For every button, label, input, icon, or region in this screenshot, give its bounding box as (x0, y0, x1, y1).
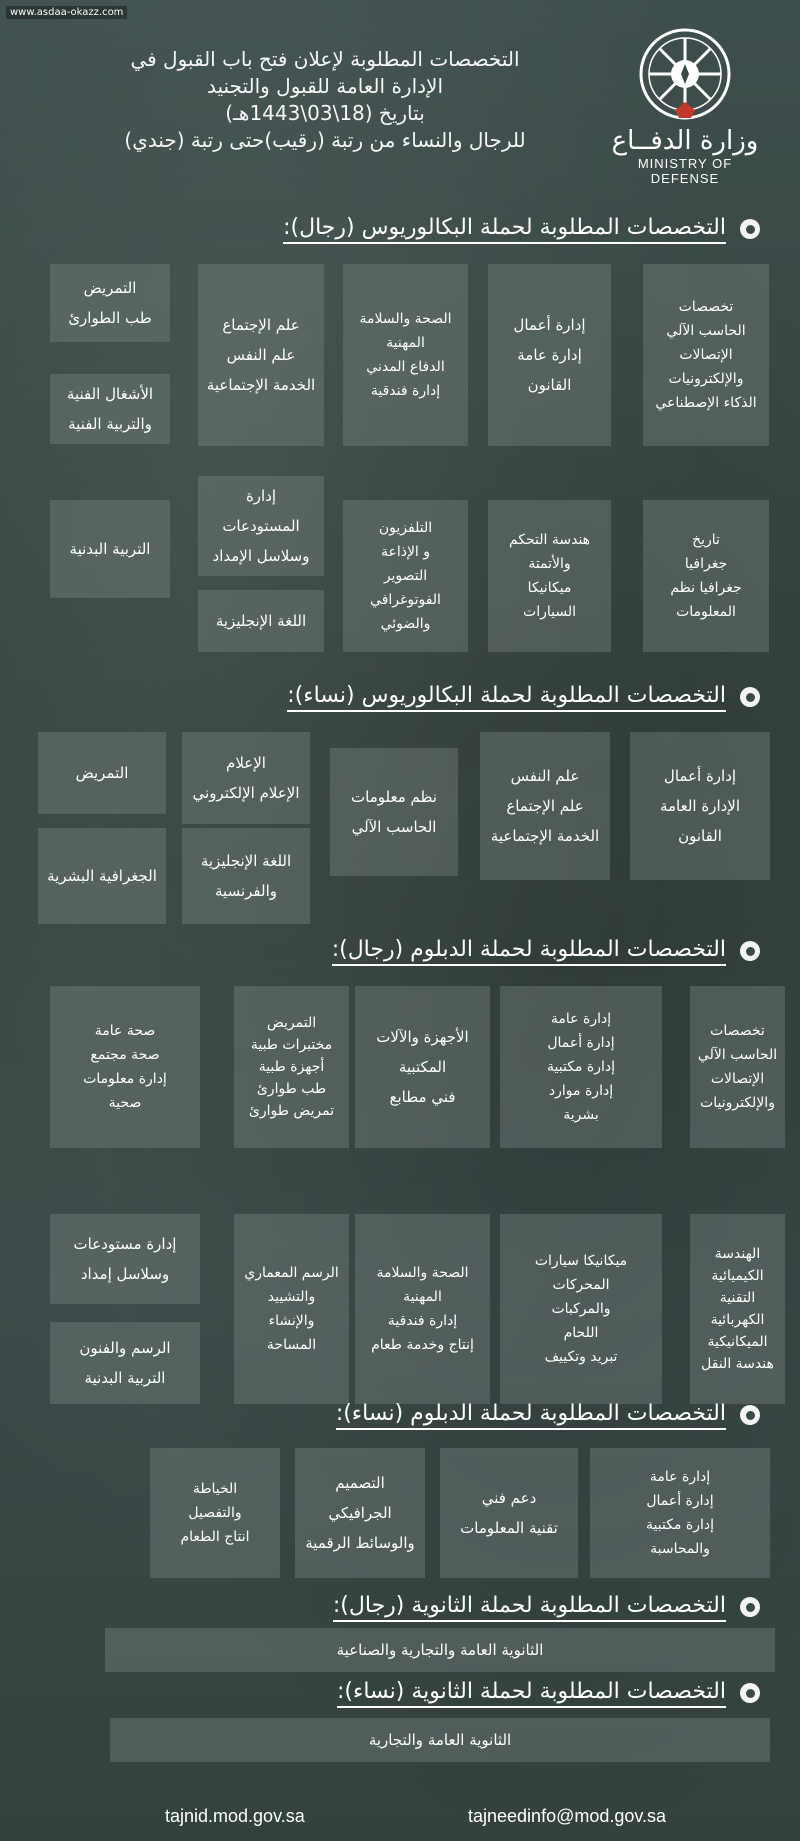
card-line: التمريض (266, 1015, 317, 1031)
card-line: ميكانيكا سيارات (534, 1253, 628, 1269)
card-line: الصحة والسلامة (376, 1265, 469, 1281)
card-line: علم الإجتماع (222, 316, 300, 334)
section-title-bach-women: التخصصات المطلوبة لحملة البكالوريوس (نساء): (287, 680, 760, 714)
card-line: بشرية (563, 1107, 599, 1123)
bach-women-card (182, 732, 310, 824)
card-line: دعم فني (481, 1489, 537, 1507)
footer (0, 1806, 800, 1836)
card-line: القانون (527, 376, 572, 394)
card-line: المساحة (266, 1337, 317, 1353)
card-line: إدارة مكتبية (646, 1517, 714, 1533)
bach-women-card (630, 732, 770, 880)
sec-women-bar: الثانوية العامة والتجارية (110, 1718, 770, 1762)
ministry-logo (610, 24, 760, 189)
card-line: الإتصالات (679, 347, 733, 363)
card-line: إدارة عامة (517, 346, 582, 364)
section-title-sec-men: التخصصات المطلوبة لحملة الثانوية (رجال): (333, 1590, 760, 1624)
card-line: الإعلام الإلكتروني (192, 784, 300, 802)
section-title-bach-men: التخصصات المطلوبة لحملة البكالوريوس (رجال): (283, 212, 760, 246)
dip-men-card (50, 986, 200, 1148)
card-line: إدارة معلومات (83, 1071, 167, 1087)
section-title-dip-men: التخصصات المطلوبة لحملة الدبلوم (رجال): (332, 934, 760, 968)
card-line: والفرنسية (215, 882, 277, 900)
dip-men-card (50, 1214, 200, 1304)
card-line: والتفصيل (188, 1505, 242, 1521)
card-line: والإلكترونيات (668, 371, 744, 387)
card-line: التقنية (719, 1290, 756, 1306)
card-line: إدارة (245, 487, 277, 505)
dip-men-card (234, 986, 349, 1148)
dip-men-card (355, 986, 490, 1148)
bullet-icon (740, 687, 760, 707)
card-line: صحة عامة (94, 1023, 156, 1039)
card-line: والأتمتة (528, 556, 571, 572)
bach-men-card (50, 374, 170, 444)
card-line: اللغة الإنجليزية (215, 612, 307, 630)
card-line: الإدارة العامة (659, 797, 741, 815)
card-line: انتاج الطعام (180, 1529, 250, 1545)
card-line: الإتصالات (710, 1071, 765, 1087)
bullet-icon (740, 1405, 760, 1425)
header (0, 20, 800, 190)
card-line: علم النفس (510, 767, 580, 785)
dip-women-card (440, 1448, 578, 1578)
card-line: وسلاسل الإمداد (212, 547, 310, 565)
card-line: المهنية (403, 1289, 442, 1305)
card-line: إدارة فندقية (370, 383, 441, 399)
card-line: الخدمة الإجتماعية (206, 376, 316, 394)
dip-women-card (295, 1448, 425, 1578)
card-line: اللحام (563, 1325, 599, 1341)
dip-men-card (234, 1214, 349, 1404)
bach-men-card (198, 264, 324, 446)
card-line: الحاسب الآلي (666, 323, 746, 339)
logo-arabic: وزارة الدفــاع (611, 126, 759, 156)
header-line: الإدارة العامة للقبول والتجنيد (206, 74, 443, 98)
card-line: الكهربائية (710, 1312, 765, 1328)
card-line: طب طوارئ (256, 1081, 327, 1097)
bach-men-card (198, 476, 324, 576)
card-line: هندسة التحكم (508, 532, 591, 548)
card-line: جغرافيا نظم (670, 580, 742, 596)
sec-men-bar: الثانوية العامة والتجارية والصناعية (105, 1628, 775, 1672)
card-line: الجرافيكي (328, 1504, 392, 1522)
bach-women-card (480, 732, 610, 880)
card-line: اللغة الإنجليزية (200, 852, 292, 870)
card-line: تخصصات (678, 299, 734, 315)
watermark: www.asdaa-okazz.com (6, 6, 127, 19)
dip-women-card (150, 1448, 280, 1578)
bach-women-card (38, 828, 166, 924)
header-text (65, 46, 585, 154)
card-line: والإنشاء (268, 1313, 315, 1329)
card-line: المستودعات (222, 517, 300, 535)
card-line: إدارة أعمال (663, 767, 737, 785)
card-line: المهنية (386, 335, 425, 351)
card-line: والوسائط الرقمية (305, 1534, 415, 1552)
card-line: أجهزة طبية (258, 1059, 325, 1075)
card-line: وسلاسل إمداد (80, 1265, 170, 1283)
card-line: الخياطة (192, 1481, 238, 1497)
card-line: صحة مجتمع (90, 1047, 160, 1063)
card-line: و الإذاعة (380, 544, 431, 560)
card-line: طب الطوارئ (68, 309, 152, 327)
bach-women-card (330, 748, 458, 876)
header-line: التخصصات المطلوبة لإعلان فتح باب القبول في (130, 47, 520, 71)
footer-site-link[interactable]: tajnid.mod.gov.sa (165, 1806, 305, 1826)
card-line: الذكاء الإصطناعي (655, 395, 757, 411)
card-line: الدفاع المدني (366, 359, 445, 375)
card-line: تخصصات (710, 1023, 765, 1039)
card-line: والمحاسبة (650, 1541, 710, 1557)
bach-men-card (488, 264, 611, 446)
card-line: الإعلام (226, 754, 266, 772)
bach-men-card (643, 264, 769, 446)
card-line: المحركات (552, 1277, 610, 1293)
card-line: إدارة فندقية (387, 1313, 458, 1329)
card-line: جغرافيا (684, 556, 728, 572)
card-line: التربية البدنية (69, 540, 151, 558)
card-line: الفوتوغرافي (370, 592, 441, 608)
card-line: صحية (108, 1095, 142, 1111)
card-line: والضوئي (380, 616, 431, 632)
card-line: مختبرات طبية (250, 1037, 333, 1053)
card-line: الحاسب الآلي (697, 1047, 778, 1063)
header-line: بتاريخ (18\03\1443هـ) (225, 101, 425, 125)
dip-men-card (690, 986, 785, 1148)
dip-women-card (590, 1448, 770, 1578)
card-line: تبريد وتكييف (544, 1349, 618, 1365)
card-line: المكتبية (398, 1058, 447, 1076)
card-line: الميكانيكية (707, 1334, 768, 1350)
card-line: إدارة أعمال (547, 1035, 615, 1051)
bullet-icon (740, 1683, 760, 1703)
dip-men-card (355, 1214, 490, 1404)
card-line: والإلكترونيات (700, 1095, 775, 1111)
card-line: إدارة عامة (649, 1469, 711, 1485)
card-line: التمريض (75, 764, 129, 782)
card-line: نظم معلومات (351, 788, 437, 806)
card-line: إدارة عامة (550, 1011, 612, 1027)
card-line: التصوير (383, 568, 428, 584)
card-line: التصميم (335, 1474, 385, 1492)
dip-men-card (690, 1214, 785, 1404)
card-line: الكيميائية (711, 1268, 764, 1284)
card-line: الخدمة الإجتماعية (490, 827, 600, 845)
section-title-sec-women: التخصصات المطلوبة لحملة الثانوية (نساء): (337, 1676, 760, 1710)
card-line: الرسم والفنون (79, 1339, 171, 1357)
card-line: هندسة النقل (701, 1356, 774, 1372)
card-line: تاريخ (692, 532, 720, 548)
card-line: ميكانيكا (527, 580, 572, 596)
bullet-icon (740, 1597, 760, 1617)
bach-men-card (343, 264, 468, 446)
bullet-icon (740, 941, 760, 961)
section-title-dip-women: التخصصات المطلوبة لحملة الدبلوم (نساء): (336, 1398, 760, 1432)
bach-men-card (50, 264, 170, 342)
card-line: القانون (678, 827, 722, 845)
card-line: علم الإجتماع (506, 797, 584, 815)
card-line: الحاسب الآلي (351, 818, 437, 836)
card-line: السيارات (523, 604, 576, 620)
bach-men-card (343, 500, 468, 652)
card-line: علم النفس (226, 346, 296, 364)
card-line: التمريض (83, 279, 137, 297)
card-line: إدارة أعمال (513, 316, 586, 334)
card-line: إدارة موارد (548, 1083, 614, 1099)
bach-men-card (488, 500, 611, 652)
card-line: الرسم المعماري (244, 1265, 339, 1281)
card-line: فني مطابع (389, 1088, 456, 1106)
card-line: والمركبات (551, 1301, 611, 1317)
card-line: الصحة والسلامة (359, 311, 452, 327)
card-line: إنتاج وخدمة طعام (371, 1337, 474, 1353)
dip-men-card (500, 1214, 662, 1404)
card-line: والتربية الفنية (68, 415, 152, 433)
card-line: الجغرافية البشرية (47, 867, 157, 885)
card-line: والتشييد (267, 1289, 316, 1305)
footer-email-link[interactable]: tajneedinfo@mod.gov.sa (468, 1806, 667, 1826)
card-line: الأشغال الفنية (66, 385, 154, 403)
dip-men-card (50, 1322, 200, 1404)
emblem-icon (635, 24, 735, 124)
card-line: المعلومات (676, 604, 736, 620)
card-line: التلفزيون (378, 520, 433, 536)
card-line: الأجهزة والآلات (376, 1028, 469, 1046)
bach-women-card (38, 732, 166, 814)
header-line: للرجال والنساء من رتبة (رقيب)حتى رتبة (جندي) (124, 128, 526, 152)
bach-men-card (50, 500, 170, 598)
card-line: التربية البدنية (84, 1369, 166, 1387)
card-line: تقنية المعلومات (460, 1519, 558, 1537)
card-line: إدارة أعمال (646, 1493, 714, 1509)
dip-men-card (500, 986, 662, 1148)
card-line: الهندسة (714, 1246, 761, 1262)
logo-english: MINISTRY OF DEFENSE (637, 156, 733, 186)
card-line: إدارة مستودعات (73, 1235, 177, 1253)
bach-women-card (182, 828, 310, 924)
bullet-icon (740, 219, 760, 239)
bach-men-card (643, 500, 769, 652)
bach-men-card (198, 590, 324, 652)
card-line: تمريض طوارئ (248, 1103, 335, 1119)
card-line: إدارة مكتبية (547, 1059, 615, 1075)
